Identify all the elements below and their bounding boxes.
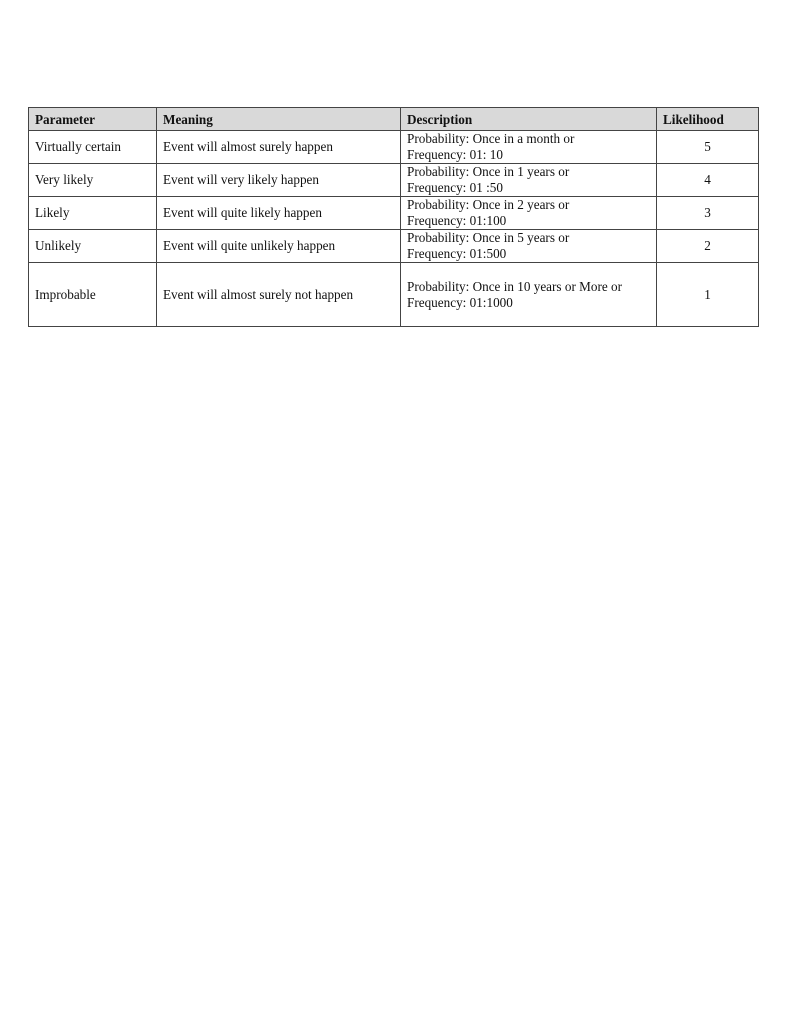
likelihood-table xyxy=(28,107,759,327)
description-probability: Probability: Once in 1 years or xyxy=(407,164,570,179)
table-row xyxy=(29,131,759,164)
description-frequency: Frequency: 01:100 xyxy=(407,213,507,228)
header-likelihood: Likelihood xyxy=(657,108,759,131)
meaning-cell: Event will almost surely not happen xyxy=(157,263,401,327)
description-probability: Probability: Once in a month or xyxy=(407,131,575,146)
description-cell xyxy=(401,230,657,263)
table-row xyxy=(29,164,759,197)
likelihood-cell: 4 xyxy=(657,164,759,197)
parameter-cell: Likely xyxy=(29,197,157,230)
likelihood-cell: 3 xyxy=(657,197,759,230)
description-frequency: Frequency: 01 :50 xyxy=(407,180,503,195)
table-row xyxy=(29,230,759,263)
likelihood-cell: 2 xyxy=(657,230,759,263)
parameter-cell: Virtually certain xyxy=(29,131,157,164)
likelihood-cell: 1 xyxy=(657,263,759,327)
description-cell xyxy=(401,131,657,164)
header-parameter: Parameter xyxy=(29,108,157,131)
description-probability: Probability: Once in 5 years or xyxy=(407,230,570,245)
parameter-cell: Improbable xyxy=(29,263,157,327)
description-probability: Probability: Once in 10 years or More or xyxy=(407,278,622,294)
table-row xyxy=(29,197,759,230)
likelihood-cell: 5 xyxy=(657,131,759,164)
meaning-cell: Event will quite likely happen xyxy=(157,197,401,230)
parameter-cell: Unlikely xyxy=(29,230,157,263)
description-cell xyxy=(401,197,657,230)
header-description: Description xyxy=(401,108,657,131)
description-cell xyxy=(401,164,657,197)
description-probability: Probability: Once in 2 years or xyxy=(407,197,570,212)
description-frequency: Frequency: 01:500 xyxy=(407,246,507,261)
header-meaning: Meaning xyxy=(157,108,401,131)
meaning-cell: Event will very likely happen xyxy=(157,164,401,197)
description-frequency: Frequency: 01:1000 xyxy=(407,294,513,310)
description-frequency: Frequency: 01: 10 xyxy=(407,147,503,162)
table-row xyxy=(29,263,759,327)
parameter-cell: Very likely xyxy=(29,164,157,197)
description-cell xyxy=(401,263,657,327)
meaning-cell: Event will quite unlikely happen xyxy=(157,230,401,263)
table-header-row xyxy=(29,108,759,131)
meaning-cell: Event will almost surely happen xyxy=(157,131,401,164)
